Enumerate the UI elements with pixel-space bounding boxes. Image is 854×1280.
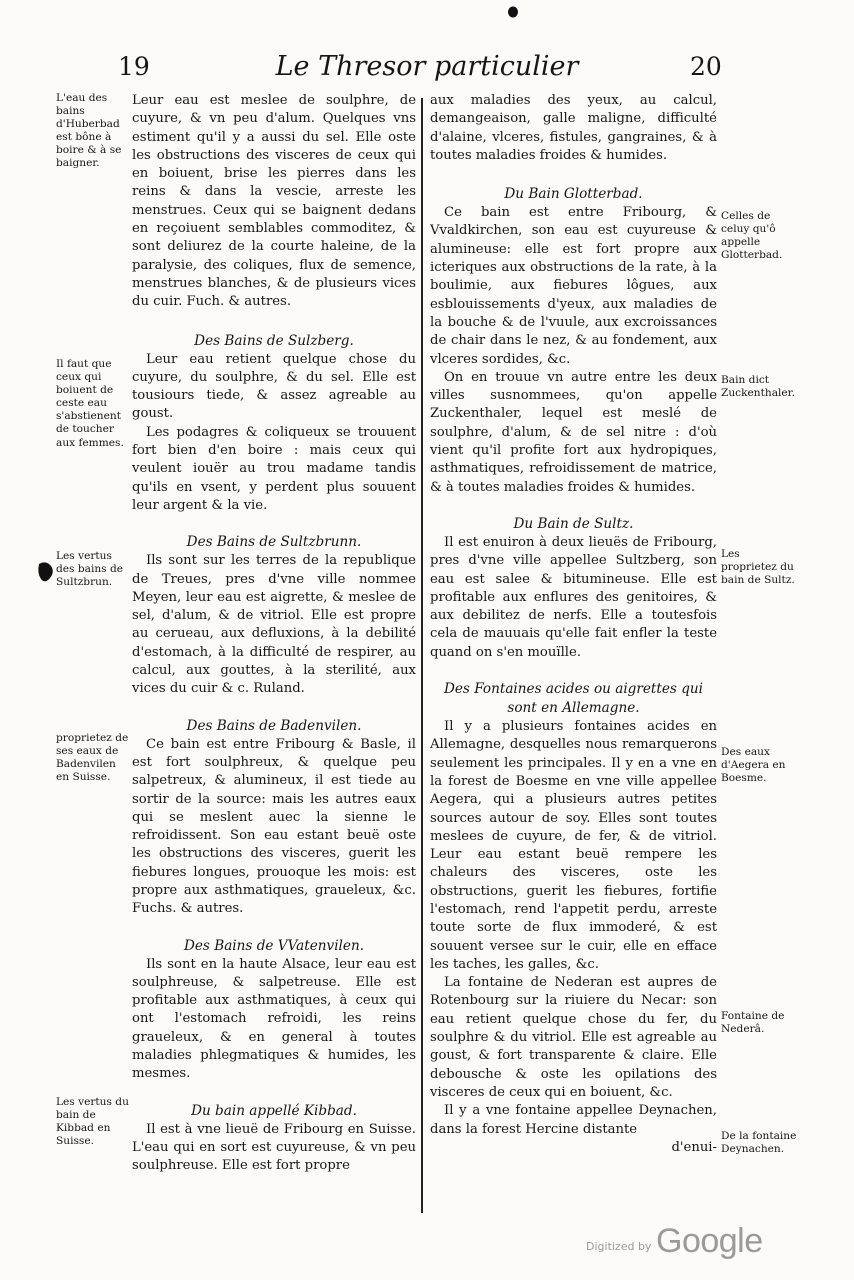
paragraph: Leur eau est meslee de soulphre, de cuyure, & vn peu d'alum. Quelques vns estiment qu'il y a aussi du sel. Elle oste les obstructions des visceres de ceux qui en boiuent, brise les pierres dans les reins & dans la vescie, arreste les menstrues. Ceux qui se baignent dedans en reçoiuent semblables commoditez, & sont deliurez de la courte haleine, de la paralysie, des coliques, flux de semence, menstrues blanches, & de plusieurs vices du cuir. Fuch. & autres. [132, 93, 416, 310]
section-heading: Des Bains de Badenvilen. [186, 717, 362, 734]
section-heading: Des Bains de Sultzbrunn. [186, 534, 362, 551]
margin-note-abstinence: Il faut que ceux qui boiuent de ceste eau s'abstienent de toucher aux femmes. [56, 358, 124, 449]
margin-note-glotterbad: Celles de celuy qu'ô appelle Glotterbad. [721, 210, 783, 262]
margin-note-sultz: Les proprietez du bain de Sultz. [721, 548, 795, 587]
ink-spot [507, 6, 519, 18]
paragraph: Ce bain est entre Fribourg, & Vvaldkirchen, son eau est cuyureuse & alumineuse: elle est fort propre aux icteriques aux obstructions de la rate, à la boulimie, aux fiebures lôgues, aux esblouissements d'yeux, aux maladies de la bouche & de l'vuule, aux excroissances de chair dans le nez, & au fondement, aux vlceres sordides, &c. [430, 205, 717, 367]
margin-note-sultzbrun: Les vertus des bains de Sultzbrun. [56, 550, 124, 589]
paragraph: Ils sont sur les terres de la republique de Treues, pres d'vne ville nommee Meyen, leur eau est aigrette, & meslee de sel, d'alum, & de vitriol. Elle est propre au cerueau, aux defluxions, à la debilité d'estomach, à la difficulté de respirer, au calcul, aux gouttes, à la sterilité, aux vices du cuir & c. Ruland. [132, 553, 416, 697]
paragraph: Ils sont en la haute Alsace, leur eau est soulphreuse, & salpetreuse. Elle est profitable aux asthmatiques, à ceux qui ont l'estomach refroidi, les reins graueleux, & en general à toutes maladies phlegmatiques & humides, les mesmes. [132, 956, 416, 1082]
paragraph: Ce bain est entre Fribourg & Basle, il est fort soulphreux, & quelque peu salpetreux, & alumineux, il est tiede au sortir de la source: mais les autres eaux qui se meslent auec la sienne le refroidissent. Son eau estant beuë oste les obstructions des visceres, guerit les fiebures longues, prouoque les mois: est propre aux asthmatiques, graueleux, &c. Fuchs. & autres. [132, 736, 416, 917]
watermark-caption: Digitized by [586, 1240, 652, 1253]
paragraph: La fontaine de Nederan est aupres de Rotenbourg sur la riuiere du Necar: son eau retient quelque chose du fer, du soulphre & du vitriol. Elle est agreable au goust, & fort transparente & claire. Elle debousche & oste les opilations des visceres de ceux qui en boiuent, &c. [430, 975, 717, 1100]
paragraph: Il y a vne fontaine appellee Deynachen, dans la forest Hercine distante [430, 1103, 717, 1137]
running-title: Le Thresor particulier [275, 51, 579, 82]
right-page-number: 20 [690, 52, 722, 81]
catchword: d'enui- [671, 1139, 717, 1155]
margin-note-kibbad: Les vertus du bain de Kibbad en Suisse. [56, 1096, 129, 1148]
ink-blot [36, 560, 56, 584]
section-heading: Du Bain Glotterbad. [504, 186, 643, 203]
left-column [132, 92, 416, 1176]
paragraph: Il y a plusieurs fontaines acides en Allemagne, desquelles nous remarquerons seulement les principales. Il y en a vne en la forest de Boesme en vne ville appellee Aegera, qui a plusieurs autres petites sources autour de soy. Elles sont toutes meslees de cuyure, de fer, & de vitriol. Leur eau estant beuë rempere les chaleurs des visceres, oste les obstructions, guerit les fiebures, fortifie l'estomach, rend l'appetit perdu, arreste toute sorte de flux immoderé, & est souuent versee sur le cuir, elle en efface les taches, les galles, &c. [430, 719, 717, 972]
paragraph: aux maladies des yeux, au calcul, demangeaison, galle maligne, difficulté d'alaine, vlceres, fistules, gangraines, & à toutes maladies froides & humides. [430, 93, 717, 163]
margin-note-badenvilen: proprietez de ses eaux de Badenvilen en Suisse. [56, 732, 129, 784]
paragraph: Leur eau retient quelque chose du cuyure, du soulphre, & du sel. Elle est tousiours tiede, & assez agreable au goust. [132, 351, 416, 422]
paragraph: On en trouue vn autre entre les deux villes susnommees, qu'on appelle Zuckenthaler, lequel est meslé de soulphre, d'alum, & de sel nitre : d'où vient qu'il profite fort aux hydropiques, asthmatiques, refroidissement de matrice, & à toutes maladies froides & humides. [430, 369, 717, 495]
section-heading: Des Fontaines acides ou aigrettes qui sont en Allemagne. [443, 681, 704, 717]
paragraph: Les podagres & coliqueux se trouuent fort bien d'en boire : mais ceux qui veulent iouër au trou madame tandis qu'ils en vsent, y perdent plus souuent leur argent & la vie. [132, 424, 416, 513]
margin-note-zuckenthaler: Bain dict Zuckenthaler. [721, 374, 795, 400]
paragraph: Il est à vne lieuë de Fribourg en Suisse. L'eau qui en sort est cuyureuse, & vn peu soulphreuse. Elle est fort propre [132, 1121, 416, 1174]
left-page-number: 19 [118, 52, 150, 81]
margin-note-aegera: Des eaux d'Aegera en Boesme. [721, 746, 786, 785]
margin-note-deynachen: De la fontaine Deynachen. [721, 1130, 797, 1156]
paragraph: Il est enuiron à deux lieuës de Fribourg, pres d'vne ville appellee Sultzberg, son eau est salee & bitumineuse. Elle est profitable aux enflures des genitoires, & aux debilitez de nerfs. Elle a toutesfois cela de mauuais qu'elle fait enfler la teste quand on s'en mouïlle. [430, 534, 717, 660]
digitized-by-google-watermark [586, 1222, 766, 1262]
google-logo: Google [656, 1222, 763, 1260]
section-heading: Des Bains de VVatenvilen. [183, 937, 365, 954]
section-heading: Du Bain de Sultz. [513, 515, 634, 532]
column-divider [421, 98, 423, 1213]
section-heading: Des Bains de Sulzberg. [194, 332, 354, 349]
section-heading: Du bain appellé Kibbad. [191, 1102, 357, 1119]
right-column [430, 92, 717, 1157]
margin-note-huberbad: L'eau des bains d'Huberbad est bône à boire & à se baigner. [56, 92, 122, 170]
margin-note-nederan: Fontaine de Nederâ. [721, 1010, 785, 1036]
